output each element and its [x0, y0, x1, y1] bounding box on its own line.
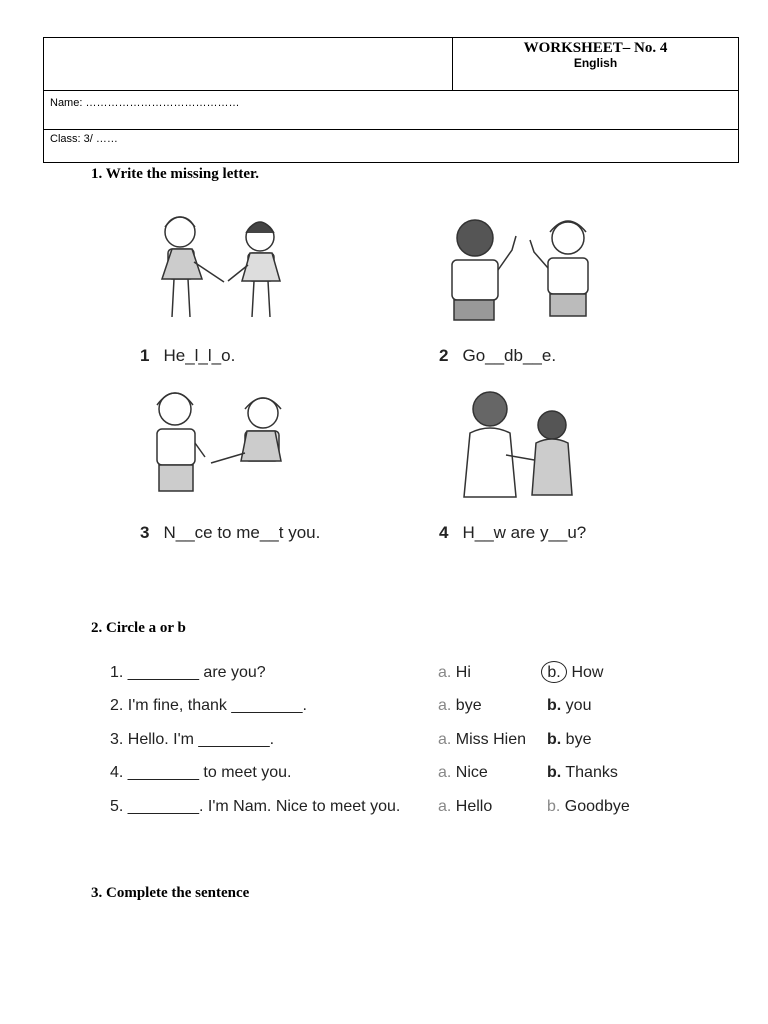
option-5b: [547, 798, 630, 816]
option-4a-label: a.: [438, 764, 452, 781]
option-5a: [438, 798, 492, 816]
class-field: Class: 3/ ……: [50, 133, 118, 145]
item-2-text: Go__db__e.: [462, 346, 557, 365]
section1-item-3: [140, 523, 320, 543]
option-3a: [438, 731, 526, 749]
option-2a-text: bye: [455, 697, 482, 714]
worksheet-subject: English: [573, 56, 618, 70]
section2-heading: 2. Circle a or b: [91, 620, 186, 636]
option-3b-text: bye: [565, 731, 592, 748]
option-1b-text: How: [571, 664, 604, 681]
option-2b-label: b.: [547, 697, 562, 714]
question-4: 4. ________ to meet you.: [110, 764, 292, 781]
item-3-number: 3: [140, 523, 150, 542]
option-5a-text: Hello: [455, 798, 493, 815]
option-5b-text: Goodbye: [564, 798, 630, 815]
option-4b-label: b.: [547, 764, 562, 781]
woman-and-child-illustration: [460, 385, 580, 503]
option-3a-label: a.: [438, 731, 452, 748]
question-3: 3. Hello. I'm ________.: [110, 731, 275, 748]
worksheet-header-table: [43, 37, 739, 163]
option-4a: [438, 764, 488, 782]
option-2b-text: you: [565, 697, 592, 714]
worksheet-title: WORKSHEET– No. 4: [523, 40, 668, 56]
option-5b-label: b.: [547, 798, 561, 815]
option-3a-text: Miss Hien: [455, 731, 527, 748]
header-blank-cell: [44, 38, 453, 91]
section3-heading: 3. Complete the sentence: [91, 885, 250, 901]
circled-answer-mark: b.: [541, 661, 567, 683]
option-3b: [547, 731, 591, 749]
name-row: [44, 91, 739, 130]
two-boys-waving-illustration: [440, 212, 610, 330]
option-5a-label: a.: [438, 798, 452, 815]
class-row: [44, 130, 739, 163]
option-4a-text: Nice: [455, 764, 488, 781]
two-girls-greeting-illustration: [150, 207, 300, 327]
name-field: Name: ……………………………………: [50, 97, 240, 109]
boy-and-girl-meeting-illustration: [145, 385, 305, 500]
section1-item-4: [439, 523, 586, 543]
section1-item-1: [140, 346, 235, 366]
option-3b-label: b.: [547, 731, 562, 748]
item-4-text: H__w are y__u?: [462, 523, 587, 542]
option-2a-label: a.: [438, 697, 452, 714]
header-title-cell: [453, 38, 739, 91]
item-2-number: 2: [439, 346, 449, 365]
option-1a-label: a.: [438, 664, 452, 681]
option-1a: [438, 664, 471, 682]
option-1a-text: Hi: [455, 664, 471, 681]
question-1: 1. ________ are you?: [110, 664, 266, 681]
question-2: 2. I'm fine, thank ________.: [110, 697, 307, 714]
section1-item-2: [439, 346, 556, 366]
option-2a: [438, 697, 482, 715]
item-3-text: N__ce to me__t you.: [163, 523, 321, 542]
item-4-number: 4: [439, 523, 449, 542]
question-5: 5. ________. I'm Nam. Nice to meet you.: [110, 798, 401, 815]
section1-heading: 1. Write the missing letter.: [91, 166, 260, 182]
option-4b-text: Thanks: [565, 764, 618, 781]
item-1-number: 1: [140, 346, 150, 365]
option-2b: [547, 697, 591, 715]
item-1-text: He_l_l_o.: [163, 346, 236, 365]
option-4b: [547, 764, 618, 782]
option-1b: [541, 661, 603, 683]
